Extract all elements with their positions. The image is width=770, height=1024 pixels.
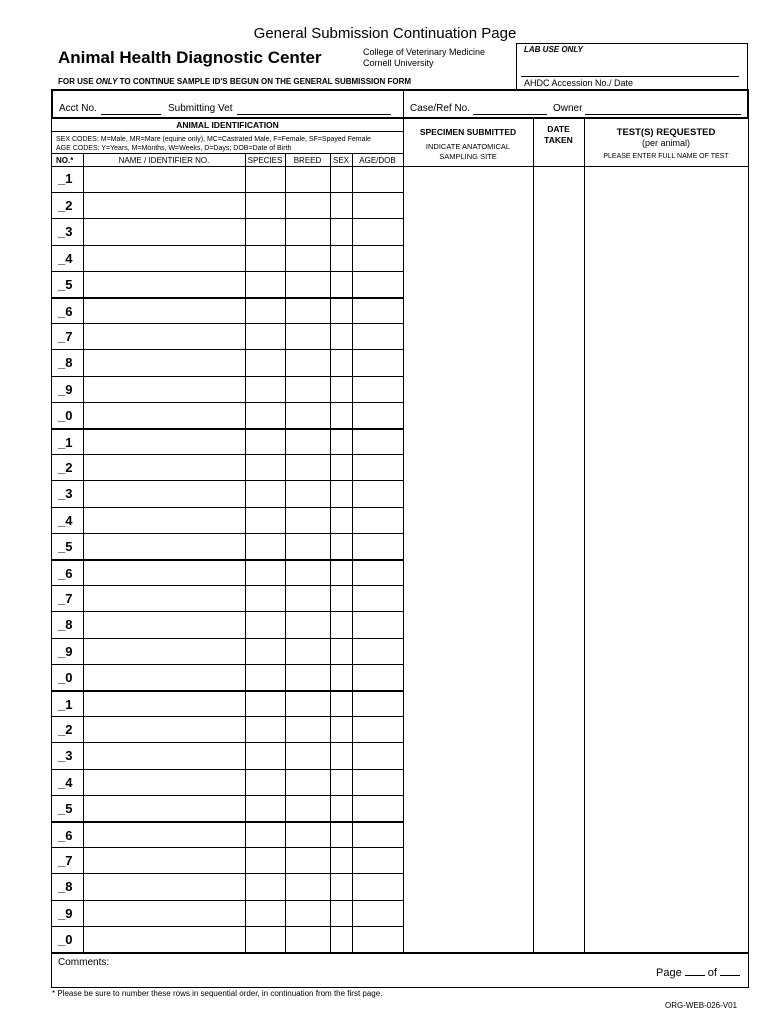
row-number: _1 xyxy=(58,435,73,450)
table-row[interactable] xyxy=(52,716,403,742)
table-row[interactable] xyxy=(52,297,403,323)
tests-note: PLEASE ENTER FULL NAME OF TEST xyxy=(603,153,729,160)
use-note-pre: FOR USE xyxy=(58,77,96,86)
table-row[interactable] xyxy=(52,769,403,795)
footnote: * Please be sure to number these rows in sequential order, in continuation from the first page. xyxy=(52,989,383,998)
document-title: General Submission Continuation Page xyxy=(253,25,517,42)
comments-field[interactable] xyxy=(52,969,748,985)
row-number: _0 xyxy=(58,669,73,685)
table-row[interactable] xyxy=(52,271,403,297)
vet-label: Submitting Vet xyxy=(168,103,233,114)
row-number: _5 xyxy=(58,538,73,554)
specimen-sub-1: INDICATE ANATOMICAL xyxy=(425,142,511,151)
row-number: _6 xyxy=(58,566,73,581)
row-number: _6 xyxy=(58,828,73,843)
owner-field[interactable] xyxy=(585,103,741,115)
col-species: SPECIES xyxy=(247,156,283,165)
row-number: _2 xyxy=(58,460,73,476)
form-code: ORG-WEB-026-V01 xyxy=(665,1001,738,1010)
table-row[interactable] xyxy=(52,507,403,533)
row-number: _8 xyxy=(58,355,73,371)
table-row[interactable] xyxy=(52,611,403,637)
specimen-column-divider xyxy=(403,119,404,952)
table-row[interactable] xyxy=(52,638,403,664)
table-row[interactable] xyxy=(52,690,403,716)
row-number: _3 xyxy=(58,748,73,764)
row-number: _6 xyxy=(58,304,73,319)
row-number: _7 xyxy=(58,853,73,869)
table-row[interactable] xyxy=(52,873,403,899)
date-taken-line-1: DATE xyxy=(547,124,570,134)
table-row[interactable] xyxy=(52,585,403,611)
row-number: _3 xyxy=(58,486,73,502)
table-row[interactable] xyxy=(52,376,403,402)
table-row[interactable] xyxy=(52,166,403,192)
tests-column-divider xyxy=(584,119,585,952)
specimen-sub-2: SAMPLING SITE xyxy=(439,152,497,161)
row-number: _0 xyxy=(58,407,73,423)
row-number: _0 xyxy=(58,931,73,947)
page-label-mid: of xyxy=(704,967,721,979)
animal-id-title: ANIMAL IDENTIFICATION xyxy=(176,120,279,130)
date-column-divider xyxy=(533,119,534,952)
page-label-pre: Page xyxy=(656,967,685,979)
info-row-divider xyxy=(403,91,404,117)
lab-use-label: LAB USE ONLY xyxy=(524,45,583,54)
row-number: _9 xyxy=(58,381,73,397)
row-number: _9 xyxy=(58,643,73,659)
table-row[interactable] xyxy=(52,192,403,218)
specimen-title: SPECIMEN SUBMITTED xyxy=(419,127,517,137)
use-note-emphasis: ONLY xyxy=(95,77,118,86)
comments-rule xyxy=(52,952,748,954)
sample-grid xyxy=(51,118,749,988)
acct-field[interactable] xyxy=(101,103,161,115)
col-no: NO.* xyxy=(56,156,74,165)
owner-label: Owner xyxy=(553,103,583,114)
row-number: _8 xyxy=(58,879,73,895)
row-number: _9 xyxy=(58,905,73,921)
table-row[interactable] xyxy=(52,533,403,559)
use-note-post: TO CONTINUE SAMPLE ID'S BEGUN ON THE GENERAL SUBMISSION FORM xyxy=(117,77,412,86)
row-number: _4 xyxy=(58,250,73,266)
row-number: _7 xyxy=(58,329,73,345)
page-total-field[interactable] xyxy=(720,975,740,976)
case-field[interactable] xyxy=(473,103,547,115)
page-current-field[interactable] xyxy=(685,975,705,976)
accession-label: AHDC Accession No./ Date xyxy=(524,78,634,88)
use-note xyxy=(58,77,411,86)
row-number: _4 xyxy=(58,512,73,528)
table-row[interactable] xyxy=(52,323,403,349)
table-row[interactable] xyxy=(52,245,403,271)
row-number: _3 xyxy=(58,224,73,240)
table-row[interactable] xyxy=(52,402,403,428)
accession-field[interactable] xyxy=(521,76,739,77)
center-name: Animal Health Diagnostic Center xyxy=(58,48,322,67)
columns-header-rule xyxy=(52,153,403,154)
table-row[interactable] xyxy=(52,349,403,375)
animal-header-rule xyxy=(52,131,403,132)
col-breed: BREED xyxy=(293,156,322,165)
table-row[interactable] xyxy=(52,218,403,244)
acct-label: Acct No. xyxy=(59,103,97,114)
table-row[interactable] xyxy=(52,926,403,952)
college-line-2: Cornell University xyxy=(363,58,434,68)
tests-sub: (per animal) xyxy=(641,138,690,148)
case-label: Case/Ref No. xyxy=(410,103,471,114)
sex-codes: SEX CODES: M=Male, MR=Mare (equine only), MC=Castrated Male, F=Female, SF=Spayed Female xyxy=(56,136,371,143)
col-age: AGE/DOB xyxy=(359,156,396,165)
row-number: _1 xyxy=(58,171,73,186)
college-affiliation xyxy=(363,47,485,69)
table-row[interactable] xyxy=(52,559,403,585)
page-count xyxy=(656,967,740,979)
table-row[interactable] xyxy=(52,900,403,926)
date-taken-line-2: TAKEN xyxy=(544,135,573,145)
row-number: _1 xyxy=(58,697,73,712)
table-row[interactable] xyxy=(52,428,403,454)
col-sex: SEX xyxy=(332,156,349,165)
row-number: _2 xyxy=(58,198,73,214)
col-name: NAME / IDENTIFIER NO. xyxy=(118,156,210,165)
table-row[interactable] xyxy=(52,795,403,821)
table-row[interactable] xyxy=(52,480,403,506)
row-number: _5 xyxy=(58,276,73,292)
table-row[interactable] xyxy=(52,847,403,873)
row-number: _5 xyxy=(58,800,73,816)
college-line-1: College of Veterinary Medicine xyxy=(363,47,486,57)
row-number: _2 xyxy=(58,722,73,738)
submission-info-row xyxy=(51,89,749,119)
table-row[interactable] xyxy=(52,742,403,768)
vet-field[interactable] xyxy=(237,103,391,115)
row-number: _8 xyxy=(58,617,73,633)
row-number: _7 xyxy=(58,591,73,607)
table-row[interactable] xyxy=(52,454,403,480)
row-number: _4 xyxy=(58,774,73,790)
table-row[interactable] xyxy=(52,664,403,690)
table-row[interactable] xyxy=(52,821,403,847)
comments-label: Comments: xyxy=(58,957,110,968)
age-codes: AGE CODES: Y=Years, M=Months, W=Weeks, D=Days; DOB=Date of Birth xyxy=(56,145,292,152)
tests-title: TEST(S) REQUESTED xyxy=(616,127,716,138)
animal-rows xyxy=(52,166,403,952)
